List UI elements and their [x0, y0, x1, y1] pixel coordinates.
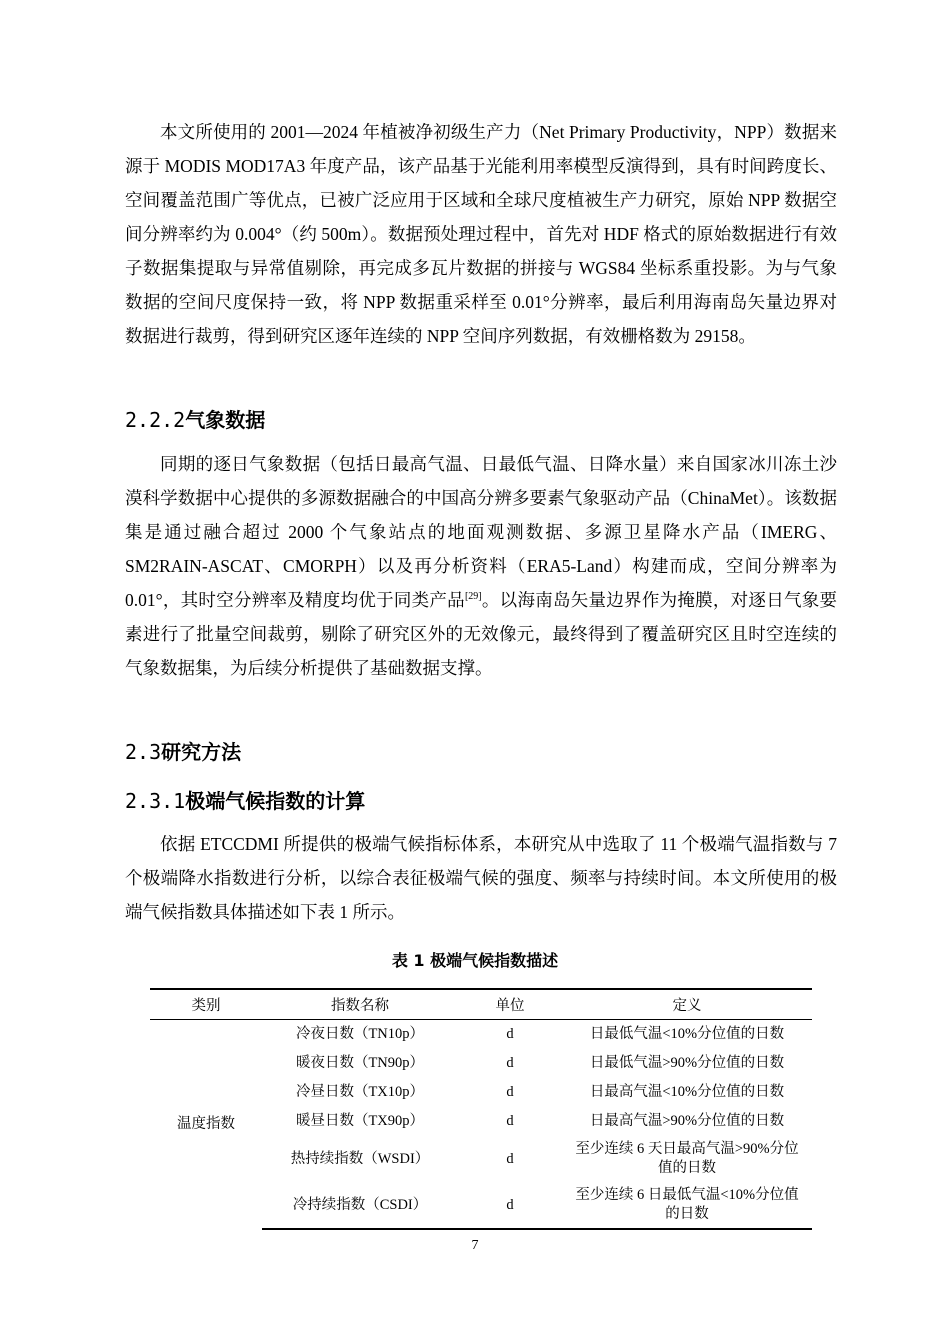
- index-name-cell: 暖昼日数（TX90p）: [295, 1113, 425, 1129]
- heading-2-3-1: [125, 787, 365, 815]
- heading-text: 极端气候指数的计算: [185, 789, 366, 813]
- paragraph-text: 。以海南岛矢量边界作为掩膜，对逐日气象要素进行了批量空间裁剪，剔除了研究区外的无效像元，最终得到了覆盖研究区且时空连续的气象数据集，为后续分析提供了基础数据支撑。: [125, 590, 838, 678]
- heading-number: 2.3.1: [125, 789, 186, 813]
- definition-cell: 日最高气温>90%分位值的日数: [589, 1113, 785, 1129]
- heading-text: 气象数据: [185, 408, 266, 432]
- paragraph-npp-data: 本文所使用的 2001—2024 年植被净初级生产力（Net Primary Productivity，NPP）数据来源于 MODIS MOD17A3 年度产品，该产品基于光能利用率模型反演得到，具有时间跨度长、空间覆盖范围广等优点，已被广泛应用于区域和全球尺度植被生产力研究，原始 NPP 数据空间分辨率约为 0.004°（约 500m）。数据预处理过程中，首先对 HDF 格式的原始数据进行有效子数据集提取与异常值剔除，再完成多瓦片数据的拼接与 WGS84 坐标系重投影。为与气象数据的空间尺度保持一致，将 NPP 数据重采样至 0.01°分辨率，最后利用海南岛矢量边界对数据进行裁剪，得到研究区逐年连续的 NPP 空间序列数据，有效栅格数为 29158。: [125, 122, 837, 346]
- paragraph-text: 同期的逐日气象数据（包括日最高气温、日最低气温、日降水量）来自国家冰川冻土沙漠科学数据中心提供的多源数据融合的中国高分辨多要素气象驱动产品（ChinaMet）。该数据集是通过融合超过 2000 个气象站点的地面观测数据、多源卫星降水产品（IMERG、SM2RAIN-ASCAT、CMORPH）以及再分析资料（ERA5-Land）构建而成，空间分辨率为 0.01°，其时空分辨率及精度均优于同类产品: [125, 454, 837, 610]
- heading-number: 2.2.2: [125, 408, 186, 432]
- definition-cell: 日最低气温<10%分位值的日数: [589, 1026, 785, 1042]
- definition-line: 的日数: [665, 1206, 709, 1222]
- definition-cell: 日最低气温>90%分位值的日数: [589, 1055, 785, 1071]
- definition-cell: 日最高气温<10%分位值的日数: [589, 1084, 785, 1100]
- header-definition: 定义: [562, 989, 812, 1020]
- header-index-name: 指数名称: [262, 989, 458, 1020]
- paragraph-extreme-indices: 依据 ETCCDMI 所提供的极端气候指标体系，本研究从中选取了 11 个极端气温指数与 7 个极端降水指数进行分析，以综合表征极端气候的强度、频率与持续时间。本文所使用的极端气候指数具体描述如下表 1 所示。: [125, 834, 837, 922]
- index-name-cell: 冷夜日数（TN10p）: [295, 1026, 425, 1042]
- index-name-cell: 冷昼日数（TX10p）: [295, 1084, 425, 1100]
- heading-2-2-2: [125, 406, 265, 434]
- paragraph-meteorological-data: [125, 447, 837, 685]
- table-row: [150, 1020, 812, 1050]
- unit-cell: d: [506, 1026, 514, 1042]
- definition-line: 至少连续 6 天日最高气温>90%分位: [575, 1141, 799, 1157]
- index-name-cell: 热持续指数（WSDI）: [290, 1150, 430, 1167]
- heading-text: 研究方法: [161, 740, 242, 764]
- header-unit: 单位: [458, 989, 562, 1020]
- heading-number: 2.3: [125, 740, 162, 764]
- heading-2-3: [125, 738, 241, 766]
- table-caption: 表 1 极端气候指数描述: [391, 951, 559, 970]
- unit-cell: d: [506, 1113, 514, 1129]
- page-number: 7: [471, 1238, 479, 1253]
- definition-cell: [562, 1136, 812, 1182]
- definition-line: 值的日数: [658, 1160, 716, 1176]
- category-cell: 温度指数: [177, 1116, 235, 1132]
- unit-cell: d: [458, 1182, 562, 1229]
- header-category: 类别: [150, 989, 262, 1020]
- unit-cell: d: [506, 1084, 514, 1100]
- index-name-cell: 冷持续指数（CSDI）: [262, 1182, 458, 1229]
- citation-ref: [29]: [464, 591, 482, 603]
- extreme-climate-index-table: [150, 988, 812, 1230]
- index-name-cell: 暖夜日数（TN90p）: [295, 1055, 425, 1071]
- table-header-row: [150, 989, 812, 1020]
- definition-cell: [562, 1182, 812, 1229]
- unit-cell: d: [506, 1150, 514, 1167]
- definition-line: 至少连续 6 日最低气温<10%分位值: [575, 1187, 799, 1203]
- unit-cell: d: [506, 1055, 514, 1071]
